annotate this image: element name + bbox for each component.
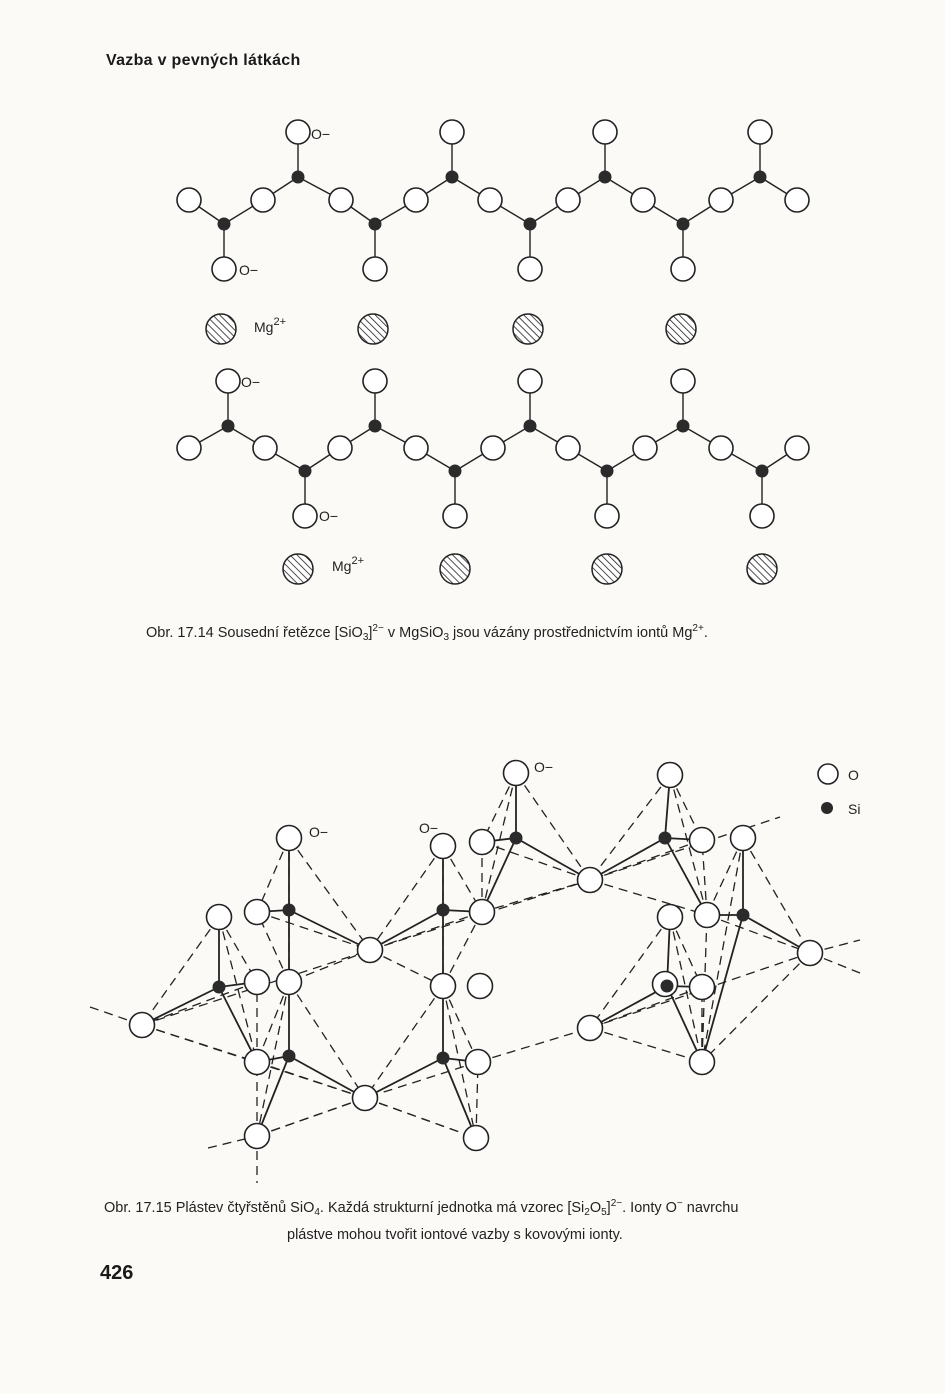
sheet-edge (257, 1098, 365, 1136)
silicon-atom (283, 904, 296, 917)
page-number: 426 (100, 1262, 134, 1284)
oxygen-atom (245, 1124, 270, 1149)
oxygen-atom (658, 905, 683, 930)
tetrahedron-edge (365, 1062, 478, 1098)
tetrahedron-edge (590, 1028, 702, 1062)
oxygen-atom (695, 903, 720, 928)
oxygen-atom (353, 1086, 378, 1111)
oxygen-atom (293, 504, 317, 528)
tetrahedron-edge (516, 773, 590, 880)
oxygen-atom (245, 970, 270, 995)
oxygen-atom (785, 188, 809, 212)
oxygen-atom (690, 1050, 715, 1075)
silicon-atom (446, 171, 459, 184)
oxygen-atom (731, 826, 756, 851)
tetrahedron-edge (257, 912, 370, 950)
silicon-atom (369, 218, 382, 231)
oxygen-atom (631, 188, 655, 212)
sheet-edge (590, 817, 780, 880)
oxygen-atom (556, 188, 580, 212)
mg-ion (747, 554, 777, 584)
mg-ion (206, 314, 236, 344)
o-minus-label: O− (241, 374, 261, 390)
silicon-atom (659, 832, 672, 845)
oxygen-atom (633, 436, 657, 460)
o-minus-label: O− (319, 508, 339, 524)
oxygen-atom (245, 900, 270, 925)
mg-label: $Mg^{2+}$ (332, 555, 364, 574)
oxygen-atom (363, 369, 387, 393)
sheet-edge (365, 1098, 476, 1138)
silicon-atom (437, 1052, 450, 1065)
oxygen-atom (130, 1013, 155, 1038)
silicon-atom (661, 980, 674, 993)
oxygen-atom (177, 436, 201, 460)
oxygen-atom (478, 188, 502, 212)
oxygen-atom (431, 834, 456, 859)
o-minus-label: O− (419, 820, 439, 836)
oxygen-atom (593, 120, 617, 144)
legend-oxygen-label: O (848, 767, 859, 783)
silicon-atom (213, 981, 226, 994)
si-o-bonds (142, 773, 810, 1138)
oxygen-atom (690, 975, 715, 1000)
silicon-atom (524, 218, 537, 231)
oxygen-atom (245, 1050, 270, 1075)
tetrahedron-edge (743, 838, 810, 953)
silicon-atom (299, 465, 312, 478)
silicon-atom (524, 420, 537, 433)
tetrahedron-edge (482, 842, 590, 880)
silicon-atom (601, 465, 614, 478)
o-minus-label: O− (311, 126, 331, 142)
oxygen-atom (470, 830, 495, 855)
tetrahedron-edge (590, 775, 670, 880)
silicon-atom (754, 171, 767, 184)
oxygen-atom (470, 900, 495, 925)
mg-ion (358, 314, 388, 344)
figure-17-14-caption: Obr. 17.14 Sousední řetězce $[SiO_3]^{2-}$ v MgSiO$_3$ jsou vázány prostřednictvím iontů $Mg^{2+}$. (146, 623, 708, 643)
tetrahedron-edge (142, 917, 219, 1025)
oxygen-atom (443, 504, 467, 528)
silicon-atom (283, 1050, 296, 1063)
oxygen-atom (177, 188, 201, 212)
oxygen-atom (253, 436, 277, 460)
silicon-atom (449, 465, 462, 478)
mg-ion (283, 554, 313, 584)
oxygen-atom (748, 120, 772, 144)
oxygen-atom (251, 188, 275, 212)
oxygen-atom (518, 369, 542, 393)
oxygen-atom (709, 188, 733, 212)
silicon-atom (437, 904, 450, 917)
o-minus-label: O− (309, 824, 329, 840)
tetrahedron-edge (289, 982, 365, 1098)
silicon-atom (677, 420, 690, 433)
tetrahedron-edge (370, 846, 443, 950)
tetrahedron-edge (142, 982, 257, 1025)
silicon-atom (292, 171, 305, 184)
legend-silicon-swatch (821, 802, 833, 814)
figure-17-14-chain-diagram (0, 110, 945, 600)
oxygen-atom (785, 436, 809, 460)
silicon-atom (222, 420, 235, 433)
oxygen-atom (468, 974, 493, 999)
running-header: Vazba v pevných látkách (106, 52, 301, 69)
o-minus-label: O− (534, 759, 554, 775)
silicon-atom (599, 171, 612, 184)
oxygen-atom (518, 257, 542, 281)
oxygen-atom (504, 761, 529, 786)
tetrahedron-edge (289, 838, 370, 950)
o-minus-label: O− (239, 262, 259, 278)
legend-silicon-label: Si (848, 801, 861, 817)
oxygen-atom (750, 504, 774, 528)
mg-ion (440, 554, 470, 584)
oxygen-atom (286, 120, 310, 144)
oxygen-atom (658, 763, 683, 788)
oxygen-atom (595, 504, 619, 528)
sheet-atoms (130, 761, 823, 1151)
oxygen-atom (431, 974, 456, 999)
mg-ion (513, 314, 543, 344)
oxygen-atom (709, 436, 733, 460)
oxygen-atom (216, 369, 240, 393)
oxygen-atom (404, 188, 428, 212)
oxygen-atom (556, 436, 580, 460)
silicon-atom (737, 909, 750, 922)
mg-ion (592, 554, 622, 584)
silicon-atom (677, 218, 690, 231)
silicon-atom (218, 218, 231, 231)
silicon-atom (756, 465, 769, 478)
oxygen-atom (212, 257, 236, 281)
oxygen-atom (464, 1126, 489, 1151)
mg-ion (666, 314, 696, 344)
si-o-bond (289, 910, 370, 950)
oxygen-atom (358, 938, 383, 963)
tetrahedron-edge (590, 880, 707, 915)
oxygen-atom (466, 1050, 491, 1075)
oxygen-atom (578, 868, 603, 893)
tetrahedron-edge (702, 953, 810, 1062)
oxygen-atom (363, 257, 387, 281)
oxygen-atom (481, 436, 505, 460)
silicon-atom (369, 420, 382, 433)
oxygen-atom (440, 120, 464, 144)
sheet-edge (478, 1028, 590, 1062)
oxygen-atom (277, 826, 302, 851)
tetrahedron-edge (702, 838, 743, 1062)
oxygen-atom (404, 436, 428, 460)
silicon-atom (510, 832, 523, 845)
figure-17-15-sheet-diagram (0, 745, 945, 1185)
oxygen-atom (798, 941, 823, 966)
tetrahedron-edge (365, 986, 443, 1098)
oxygen-atom (329, 188, 353, 212)
oxygen-atom (671, 257, 695, 281)
oxygen-atom (671, 369, 695, 393)
oxygen-atom (328, 436, 352, 460)
mg-label: $Mg^{2+}$ (254, 316, 286, 335)
legend-oxygen-swatch (818, 764, 838, 784)
oxygen-atom (578, 1016, 603, 1041)
legend (818, 764, 860, 817)
oxygen-atom (690, 828, 715, 853)
oxygen-atom (207, 905, 232, 930)
figure-17-15-caption: Obr. 17.15 Plástev čtyřstěnů SiO$_4$. Každá strukturní jednotka má vzorec $[Si_2O_5]^{2-}$. Ionty O− navrchu plástve mohou tvořit iontové vazby s kovovými ionty. (104, 1198, 739, 1243)
tetrahedron-edge (590, 917, 670, 1028)
oxygen-atom (277, 970, 302, 995)
